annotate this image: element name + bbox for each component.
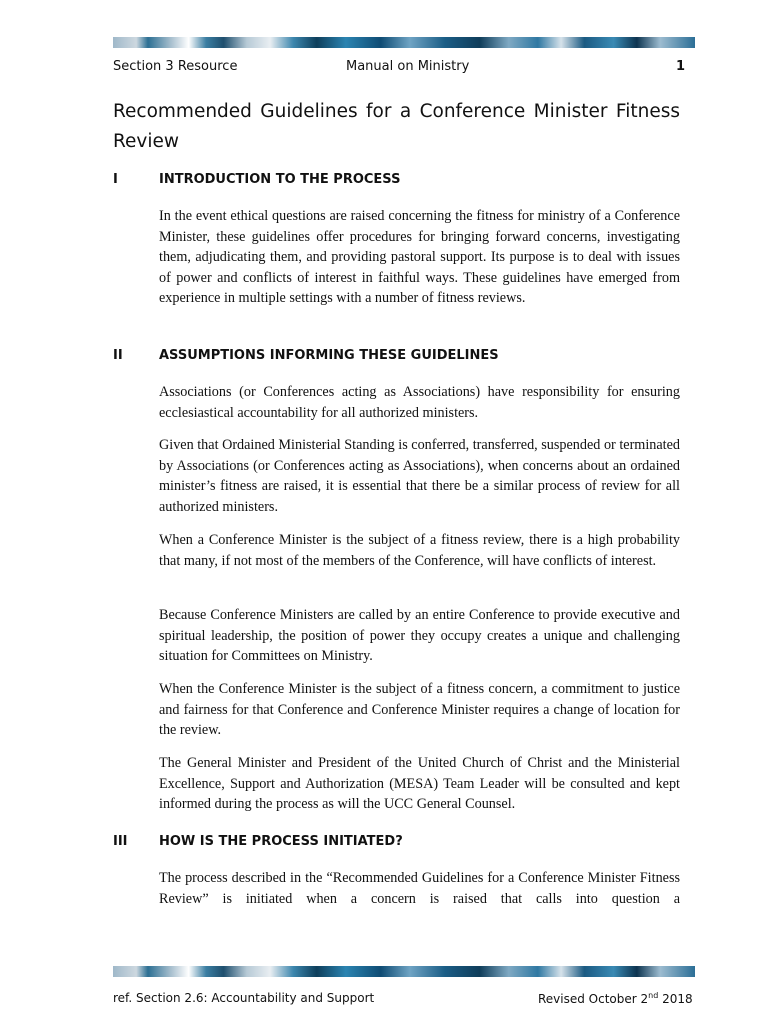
footer-revision-year: 2018	[658, 992, 693, 1006]
page-title: Recommended Guidelines for a Conference Minister Fitness Review	[113, 101, 680, 152]
footer-reference: ref. Section 2.6: Accountability and Support	[113, 991, 375, 1005]
header-decorative-band	[113, 37, 695, 48]
section-1-number: I	[113, 172, 118, 187]
section-3-number: III	[113, 834, 128, 849]
section-2-paragraph-5: When the Conference Minister is the subject of a fitness concern, a commitment to justice and fairness for that Conference and Conference Minister requires a change of location for the review.	[159, 681, 680, 739]
section-2-paragraph-3: When a Conference Minister is the subject of a fitness review, there is a high probability that many, if not most of the members of the Conference, will have conflicts of interest.	[159, 532, 680, 569]
section-1-heading: INTRODUCTION TO THE PROCESS	[159, 172, 401, 187]
section-1-paragraph-1: In the event ethical questions are raised concerning the fitness for ministry of a Conference Minister, these guidelines offer procedures for bringing forward concerns, investigating them, adjudicating them, and providing pastoral support. Its purpose is to deal with issues of power and conflicts of interest in faithful ways. These guidelines have emerged from experience in multiple settings with a number of fitness reviews.	[159, 208, 680, 307]
footer-revision-prefix: Revised October 2	[538, 992, 649, 1006]
section-3-heading: HOW IS THE PROCESS INITIATED?	[159, 834, 403, 849]
page-number: 1	[676, 59, 686, 74]
footer-revision-date	[538, 991, 693, 1006]
section-2-heading: ASSUMPTIONS INFORMING THESE GUIDELINES	[159, 348, 499, 363]
section-2-paragraph-1: Associations (or Conferences acting as Associations) have responsibility for ensuring ecclesiastical accountability for all authorized ministers.	[159, 384, 680, 421]
footer-decorative-band	[113, 966, 695, 977]
footer-revision-ordinal: nd	[648, 991, 659, 1000]
section-2-paragraph-4: Because Conference Ministers are called by an entire Conference to provide executive and spiritual leadership, the position of power they occupy creates a unique and challenging situation for Committees on Ministry.	[159, 607, 680, 665]
section-2-paragraph-6: The General Minister and President of the United Church of Christ and the Ministerial Excellence, Support and Authorization (MESA) Team Leader will be consulted and kept informed during the process as will the UCC General Counsel.	[159, 755, 680, 813]
header-section-label: Section 3 Resource	[113, 59, 238, 74]
section-3-paragraph-1: The process described in the “Recommended Guidelines for a Conference Minister Fitness Review” is initiated when a concern is raised that calls into question a	[159, 870, 680, 907]
header-manual-title: Manual on Ministry	[346, 59, 470, 74]
section-2-number: II	[113, 348, 123, 363]
section-2-paragraph-2: Given that Ordained Ministerial Standing is conferred, transferred, suspended or terminated by Associations (or Conferences acting as Associations), when concerns about an ordained minister’s fitness are raised, it is essential that there be a similar process of review for all authorized ministers.	[159, 437, 680, 515]
